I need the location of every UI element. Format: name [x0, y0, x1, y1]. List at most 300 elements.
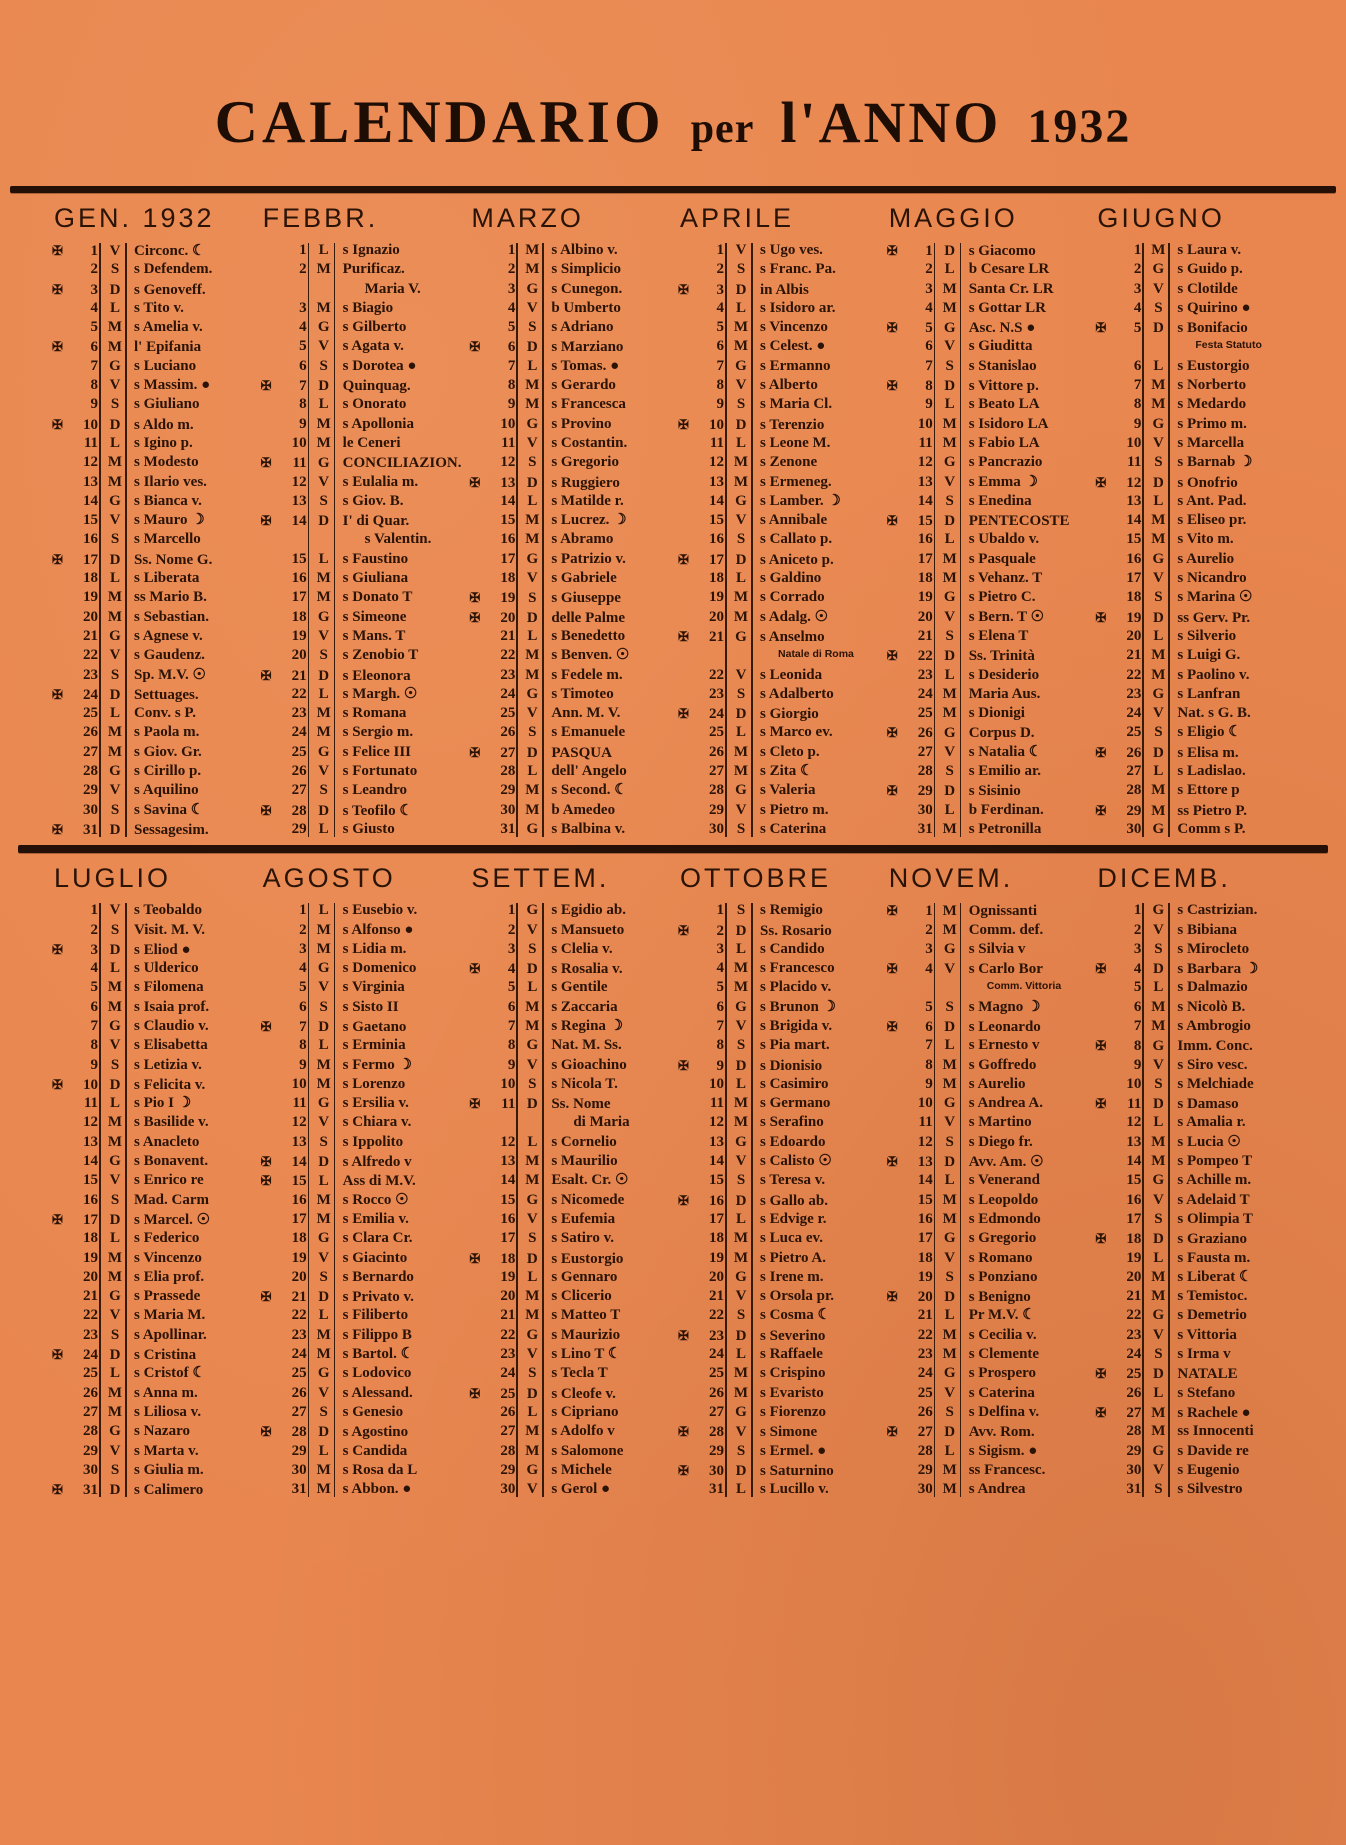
day-number: 8: [90, 377, 98, 394]
day-number: 17: [709, 1210, 725, 1227]
day-row: [261, 1422, 464, 1441]
feast-cross-icon: ✠: [1095, 961, 1107, 977]
saint-name: s Ettore p: [1177, 782, 1240, 799]
day-row: [469, 337, 672, 356]
day-number: 5: [507, 979, 516, 996]
day-number: 21: [709, 1288, 725, 1305]
saint-name: s Teobaldo: [134, 902, 202, 919]
saint-name: s Cunegon.: [551, 280, 623, 297]
weekday-letter: G: [526, 280, 539, 297]
day-row: [261, 704, 464, 723]
saint-name: s Giuditta: [968, 338, 1033, 355]
feast-cross-icon: ✠: [1095, 320, 1107, 336]
day-row: [1095, 280, 1298, 299]
saint-name: s Olimpia T: [1177, 1210, 1253, 1227]
saint-name: s Silvia v: [968, 940, 1026, 957]
saint-name: s Adriano: [551, 319, 614, 336]
day-number: 27: [291, 782, 307, 799]
day-number: 4: [716, 299, 725, 316]
weekday-letter: D: [735, 1057, 747, 1074]
column-rule-right: [125, 243, 127, 837]
day-row: [678, 1364, 881, 1383]
day-row: [1095, 588, 1298, 607]
bottom-margin: [0, 1499, 1346, 1839]
month-days: [261, 901, 464, 1499]
weekday-letter: L: [944, 1307, 955, 1324]
day-number: 30: [1126, 1461, 1142, 1478]
day-row: [678, 1133, 881, 1152]
weekday-letter: D: [1152, 474, 1164, 491]
day-number: 30: [83, 1461, 98, 1478]
saint-name: s Privato v.: [342, 1289, 414, 1306]
saint-name: s Raffaele: [760, 1346, 823, 1363]
day-row: [887, 1191, 1090, 1210]
saint-name: s Vito m.: [1177, 531, 1234, 548]
weekday-letter: D: [318, 1018, 330, 1035]
day-row: [469, 1461, 672, 1480]
weekday-letter: S: [945, 998, 954, 1015]
weekday-letter: G: [109, 357, 121, 374]
weekday-letter: L: [318, 1037, 329, 1054]
weekday-letter: M: [733, 1114, 749, 1131]
weekday-letter: S: [736, 261, 746, 278]
saint-name: s Luca ev.: [760, 1230, 823, 1247]
month-title: FEBBR.: [262, 203, 379, 233]
month-column: [887, 203, 1090, 839]
saint-name: s Demetrio: [1177, 1307, 1247, 1324]
day-number: 10: [709, 416, 725, 433]
day-row: [469, 723, 672, 742]
day-number: 25: [83, 705, 98, 722]
weekday-letter: D: [318, 1154, 330, 1171]
day-row: [678, 588, 881, 607]
day-number: 21: [83, 627, 98, 644]
day-row: [52, 685, 255, 704]
day-row: [52, 511, 255, 530]
weekday-letter: M: [525, 1442, 540, 1459]
day-row: [1095, 723, 1298, 742]
saint-name: s Brunon ☽: [760, 998, 836, 1015]
weekday-letter: M: [1151, 396, 1166, 413]
day-row: [469, 1384, 672, 1403]
weekday-letter: S: [1154, 1346, 1163, 1363]
day-number: 8: [1133, 396, 1142, 413]
weekday-letter: V: [109, 377, 121, 394]
weekday-letter: L: [736, 434, 747, 451]
weekday-letter: M: [1151, 1153, 1166, 1170]
day-row: [1095, 415, 1298, 434]
saint-name: s Delfina v.: [968, 1403, 1040, 1420]
day-row: [469, 1152, 672, 1171]
weekday-letter: M: [733, 454, 749, 471]
day-row: [887, 511, 1090, 530]
weekday-letter: D: [318, 1289, 330, 1306]
saint-name: s Felice III: [342, 743, 411, 760]
saint-name: s Desiderio: [968, 666, 1040, 683]
saint-name: s Fabio LA: [968, 434, 1040, 451]
weekday-letter: M: [525, 782, 540, 799]
day-number: 16: [917, 531, 933, 548]
day-number: 3: [716, 940, 725, 957]
weekday-letter: M: [525, 1423, 540, 1440]
weekday-letter: L: [736, 570, 747, 587]
saint-name: s Giacinto: [342, 1249, 408, 1266]
weekday-letter: M: [1151, 242, 1166, 258]
weekday-letter: M: [525, 396, 540, 413]
day-number: 11: [501, 1096, 516, 1113]
day-row: [52, 1268, 255, 1287]
weekday-letter: G: [1152, 902, 1165, 919]
saint-name: s Gabriele: [551, 570, 617, 587]
feast-cross-icon: ✠: [1095, 474, 1107, 490]
saint-name: s Maria Cl.: [760, 396, 833, 413]
saint-name: s Nazaro: [134, 1423, 190, 1440]
saint-name: s Virginia: [342, 979, 405, 996]
saint-name: s Anselmo: [760, 628, 825, 645]
day-number: 9: [90, 396, 98, 413]
weekday-letter: S: [736, 1172, 746, 1189]
weekday-letter: L: [527, 1403, 538, 1420]
saint-name: s Mans. T: [342, 627, 406, 644]
day-number: 8: [1133, 1038, 1142, 1055]
day-row: [1095, 921, 1298, 940]
day-number: 14: [1126, 512, 1142, 529]
saint-name: s Pasquale: [968, 550, 1036, 567]
day-row: [469, 1268, 672, 1287]
column-rule-right: [751, 243, 753, 837]
feast-cross-icon: ✠: [886, 961, 898, 977]
saint-name: s Vittoria: [1177, 1326, 1237, 1343]
day-number: 3: [925, 280, 933, 297]
weekday-letter: S: [736, 1442, 746, 1459]
day-row: [678, 627, 881, 646]
day-row: [1095, 1133, 1298, 1152]
column-rule-right: [1168, 243, 1170, 837]
day-number: 6: [716, 998, 725, 1015]
day-row: [1095, 1268, 1298, 1287]
saint-name: s Ermanno: [760, 357, 831, 374]
day-number: 25: [1126, 724, 1142, 741]
saint-name: Santa Cr. LR: [968, 280, 1054, 297]
day-number: 13: [500, 1153, 516, 1170]
day-row: [261, 318, 464, 337]
day-number: 12: [83, 454, 98, 471]
month-title: MAGGIO: [888, 203, 1018, 233]
day-number: 5: [716, 319, 725, 336]
saint-name: s Dorotea ●: [342, 357, 417, 374]
weekday-letter: M: [525, 1288, 540, 1305]
day-row: [887, 473, 1090, 492]
day-number: 21: [917, 1307, 933, 1324]
weekday-letter: G: [109, 492, 121, 509]
saint-name: s Primo m.: [1177, 415, 1247, 432]
saint-name: s Dalmazio: [1177, 979, 1248, 996]
day-row: [887, 998, 1090, 1017]
weekday-letter: M: [1151, 666, 1166, 683]
day-row: [1095, 395, 1298, 414]
weekday-letter: M: [107, 473, 123, 490]
day-number: 10: [709, 1075, 725, 1092]
saint-name: s Regina ☽: [551, 1017, 624, 1034]
day-number: 30: [83, 801, 98, 818]
weekday-letter: L: [1153, 1114, 1164, 1131]
day-row: [52, 241, 255, 260]
weekday-letter: M: [942, 1056, 957, 1073]
day-row: [887, 1345, 1090, 1364]
saint-name: s Achille m.: [1177, 1172, 1252, 1189]
saint-name-sub: Maria V.: [364, 280, 421, 297]
day-row: [678, 280, 881, 299]
weekday-letter: S: [319, 1268, 328, 1285]
day-number: 15: [709, 512, 725, 529]
day-number: 20: [917, 1289, 933, 1306]
weekday-letter: L: [944, 1172, 955, 1189]
day-row: [1095, 666, 1298, 685]
weekday-letter: M: [942, 903, 957, 920]
day-number: 3: [1133, 940, 1142, 957]
weekday-letter: D: [735, 922, 747, 939]
weekday-letter: G: [943, 589, 956, 606]
feast-cross-icon: ✠: [886, 725, 898, 741]
weekday-letter: M: [733, 1095, 749, 1112]
day-number: 10: [291, 1075, 307, 1092]
day-row: [1095, 569, 1298, 588]
day-number: 27: [83, 743, 98, 760]
weekday-letter: S: [528, 1075, 537, 1092]
feast-cross-icon: ✠: [260, 802, 272, 818]
day-number: 2: [1133, 261, 1142, 278]
weekday-letter: D: [944, 1154, 956, 1171]
day-row: [469, 299, 672, 318]
day-number: 24: [917, 1365, 933, 1382]
saint-name: s Basilide v.: [134, 1114, 209, 1131]
saint-name: s Serafino: [760, 1114, 824, 1131]
weekday-letter: M: [316, 1210, 331, 1227]
day-number: 2: [716, 261, 725, 278]
day-number: 30: [500, 801, 516, 818]
saint-name: Asc. N.S ●: [968, 320, 1036, 337]
weekday-letter: G: [735, 998, 747, 1015]
day-row: [52, 666, 255, 685]
saint-name: s Davide re: [1177, 1442, 1249, 1459]
column-rule-right: [960, 243, 962, 837]
day-row: [1095, 1229, 1298, 1248]
weekday-letter: L: [109, 1230, 120, 1247]
saint-name: s Eustorgio: [1177, 357, 1250, 374]
day-number: 8: [90, 1037, 98, 1054]
day-number: 28: [500, 763, 516, 780]
month-column: [261, 863, 464, 1499]
saint-name: s Fausta m.: [1177, 1249, 1251, 1266]
day-number: 6: [925, 1018, 933, 1035]
weekday-letter: G: [109, 627, 121, 644]
page-title: [0, 0, 1346, 174]
day-row: [887, 453, 1090, 472]
day-number: 5: [1133, 320, 1142, 337]
saint-name: s Aquilino: [134, 782, 199, 799]
saint-name: s Gottar LR: [968, 299, 1046, 316]
saint-name: s Lidia m.: [342, 940, 407, 957]
day-row: [1095, 1017, 1298, 1036]
saint-name: s Gerardo: [551, 377, 616, 394]
day-number: 29: [1126, 1442, 1142, 1459]
weekday-letter: L: [736, 724, 747, 741]
saint-name: l' Epifania: [134, 339, 202, 356]
saint-name: s Terenzio: [760, 416, 825, 433]
feast-cross-icon: ✠: [886, 378, 898, 394]
day-number: 29: [500, 1461, 516, 1478]
day-number: 14: [917, 1172, 933, 1189]
saint-name: ss Pietro P.: [1177, 802, 1247, 819]
day-row: [52, 1191, 255, 1210]
day-number: 4: [925, 961, 933, 978]
day-number: 18: [917, 570, 933, 587]
saint-name: s Ulderico: [134, 960, 199, 977]
weekday-letter: M: [316, 724, 331, 741]
day-row: [469, 511, 672, 530]
saint-name: s Saturnino: [760, 1462, 834, 1479]
saint-name: s Gregorio: [551, 454, 619, 471]
day-row: [261, 998, 464, 1017]
day-row: [1095, 473, 1298, 492]
day-row: [678, 1306, 881, 1325]
day-row: [887, 1249, 1090, 1268]
day-row: [887, 685, 1090, 704]
day-row: [52, 1345, 255, 1364]
weekday-letter: D: [735, 281, 747, 298]
saint-name: s Modesto: [134, 454, 199, 471]
saint-name: s Lucillo v.: [760, 1481, 829, 1498]
day-row: [1095, 704, 1298, 723]
day-number: 7: [1133, 1017, 1142, 1034]
day-row: [887, 608, 1090, 627]
day-number: 4: [507, 299, 516, 316]
saint-name: s Lucrez. ☽: [551, 512, 627, 529]
day-number: 7: [925, 1037, 933, 1054]
day-row: [52, 723, 255, 742]
weekday-letter: G: [526, 550, 539, 567]
saint-name: s Cristina: [134, 1347, 197, 1364]
saint-name: s Vehanz. T: [968, 570, 1043, 587]
day-row: [52, 1036, 255, 1055]
day-number: 22: [291, 1307, 307, 1324]
day-row: [887, 1384, 1090, 1403]
day-row: [52, 299, 255, 318]
day-number: 19: [1126, 1249, 1142, 1266]
day-number: 16: [1126, 550, 1142, 567]
saint-name: s Ubaldo v.: [968, 531, 1040, 548]
saint-name: s Eliseo pr.: [1177, 512, 1247, 529]
saint-name: s Sigism. ●: [968, 1442, 1038, 1459]
day-number: 15: [291, 1173, 307, 1190]
feast-cross-icon: ✠: [52, 1347, 63, 1363]
weekday-letter: M: [107, 1249, 123, 1266]
weekday-letter: D: [526, 744, 538, 761]
day-number: 26: [83, 724, 98, 741]
weekday-letter: S: [110, 1461, 120, 1478]
saint-name: s Abbon. ●: [342, 1481, 412, 1498]
day-row: [887, 1036, 1090, 1055]
day-number: 3: [716, 281, 725, 298]
weekday-letter: M: [525, 261, 540, 278]
weekday-letter: L: [318, 396, 329, 413]
weekday-letter: V: [944, 608, 956, 625]
weekday-letter: L: [944, 531, 955, 548]
saint-name: s Melchiade: [1177, 1075, 1254, 1092]
day-row: [1095, 1191, 1298, 1210]
day-number: 24: [917, 685, 933, 702]
day-row: [52, 434, 255, 453]
day-row: [678, 415, 881, 434]
saint-name: s Maurizio: [551, 1326, 621, 1343]
day-number: 8: [299, 396, 307, 413]
day-number: 12: [709, 454, 725, 471]
weekday-letter: M: [316, 705, 331, 722]
weekday-letter: M: [525, 998, 540, 1015]
day-number: 11: [918, 434, 933, 451]
weekday-letter: L: [318, 820, 329, 837]
day-number: 26: [1126, 744, 1142, 761]
saint-name: s Eligio ☾: [1177, 724, 1242, 741]
saint-name: s Giuliana: [342, 570, 409, 587]
weekday-letter: G: [943, 725, 956, 742]
saint-name: ss Mario B.: [134, 589, 207, 606]
saint-name: s Goffredo: [968, 1056, 1037, 1073]
saint-name: s Stanislao: [968, 357, 1037, 374]
saint-name: delle Palme: [551, 609, 626, 626]
day-row: [1095, 901, 1298, 920]
day-number: 30: [709, 1462, 725, 1479]
saint-name: s Gregorio: [968, 1230, 1037, 1247]
weekday-letter: D: [1152, 1096, 1164, 1113]
day-number: 17: [83, 1211, 98, 1228]
weekday-letter: M: [107, 1403, 123, 1420]
saint-name: s Ugo ves.: [760, 242, 823, 258]
day-row: [678, 998, 881, 1017]
saint-name: Sessagesim.: [134, 821, 209, 838]
saint-name: s Francesca: [551, 396, 626, 413]
day-number: 9: [716, 396, 725, 413]
saint-name: s Marcello: [134, 531, 201, 548]
day-number: 22: [83, 647, 98, 664]
day-number: 28: [83, 763, 98, 780]
saint-name: s Rosalia v.: [551, 961, 623, 978]
day-row: [469, 550, 672, 569]
weekday-letter: D: [526, 961, 538, 978]
saint-name: Pr M.V. ☾: [968, 1307, 1036, 1324]
saint-name: s Emilio ar.: [968, 763, 1042, 780]
weekday-letter: V: [735, 512, 747, 529]
day-row: [678, 337, 881, 356]
day-row: [52, 280, 255, 299]
day-row: [261, 1480, 464, 1499]
saint-name: s Francesco: [760, 960, 835, 977]
day-number: 29: [709, 801, 725, 818]
weekday-letter: M: [525, 1153, 540, 1170]
saint-name: s Isidoro ar.: [760, 299, 836, 316]
weekday-letter: M: [316, 434, 331, 451]
saint-name: s Ersilia v.: [342, 1095, 409, 1112]
day-number: 29: [917, 783, 933, 800]
weekday-letter: D: [109, 551, 121, 568]
day-row: [1095, 1422, 1298, 1441]
day-row: [469, 280, 672, 299]
saint-name: Corpus D.: [968, 725, 1035, 742]
day-number: 7: [1133, 377, 1142, 394]
day-row: [52, 357, 255, 376]
day-row: [1095, 376, 1298, 395]
saint-name: s Sisto II: [342, 998, 399, 1015]
